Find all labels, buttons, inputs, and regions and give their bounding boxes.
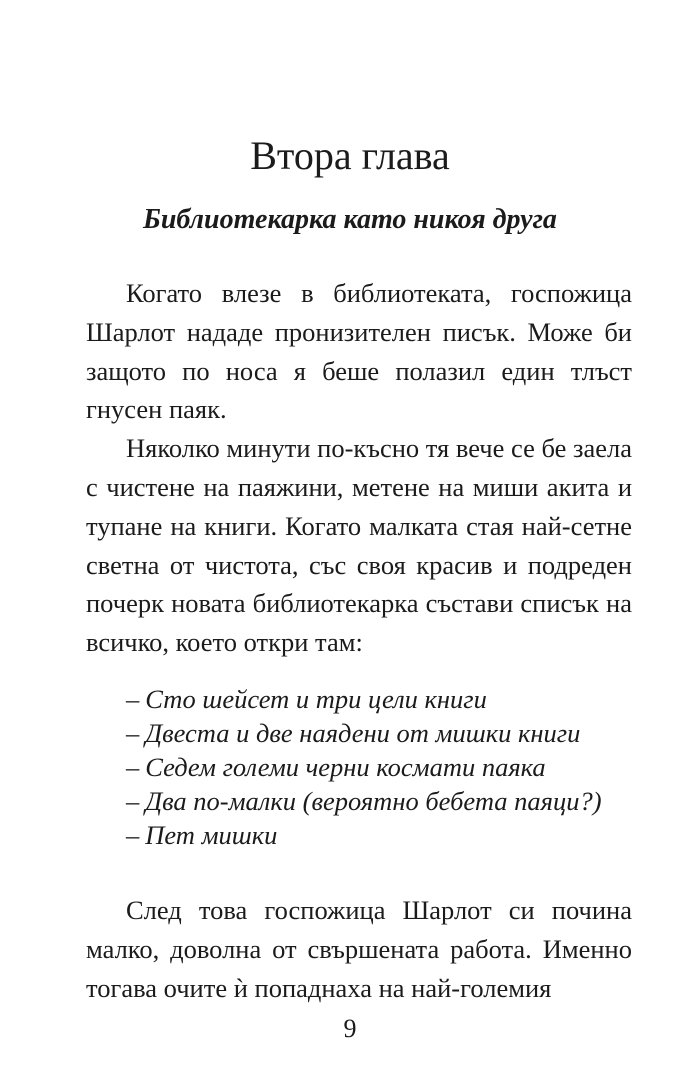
paragraph-3: След това госпожица Шарлот си почина малко, доволна от свършената работа. Именно тогава очите ѝ попаднаха на най-големия [86, 895, 632, 1003]
list-dash: – [126, 820, 140, 850]
list-item-text: Два по-малки (вероятно бебета паяци?) [145, 786, 602, 816]
list-item [126, 750, 646, 784]
list-item [126, 818, 646, 852]
chapter-title: Втора глава [250, 133, 450, 178]
text-block-top [86, 274, 632, 662]
list-dash: – [126, 752, 140, 782]
list-item-text: Двеста и две наядени от мишки книги [145, 718, 581, 748]
list-item-text: Сто шейсет и три цели книги [145, 684, 487, 714]
chapter-subtitle: Библиотекарка като никоя друга [143, 204, 557, 235]
page-number: 9 [343, 1014, 357, 1043]
paragraph-2: Няколко минути по-късно тя вече се бе заела с чистене на паяжини, метене на миши акита и тупане на книги. Когато малката стая най-сетне светна от чистота, със своя красив и подреден почерк новата библиотекарка състави списък на всичко, което откри там: [86, 433, 632, 658]
list-dash: – [126, 684, 140, 714]
list-item-text: Седем големи черни космати паяка [145, 752, 546, 782]
list-dash: – [126, 718, 140, 748]
inventory-list [126, 682, 646, 852]
paragraph-1: Когато влезе в библиотеката, госпожица Шарлот нададе пронизителен писък. Може би защото по носа я беше полазил един тлъст гнусен паяк. [86, 278, 632, 425]
list-dash: – [126, 786, 140, 816]
list-item [126, 784, 646, 818]
list-item-text: Пет мишки [145, 820, 278, 850]
list-item [126, 682, 646, 716]
text-block-bottom [86, 891, 632, 1007]
list-item [126, 716, 646, 750]
